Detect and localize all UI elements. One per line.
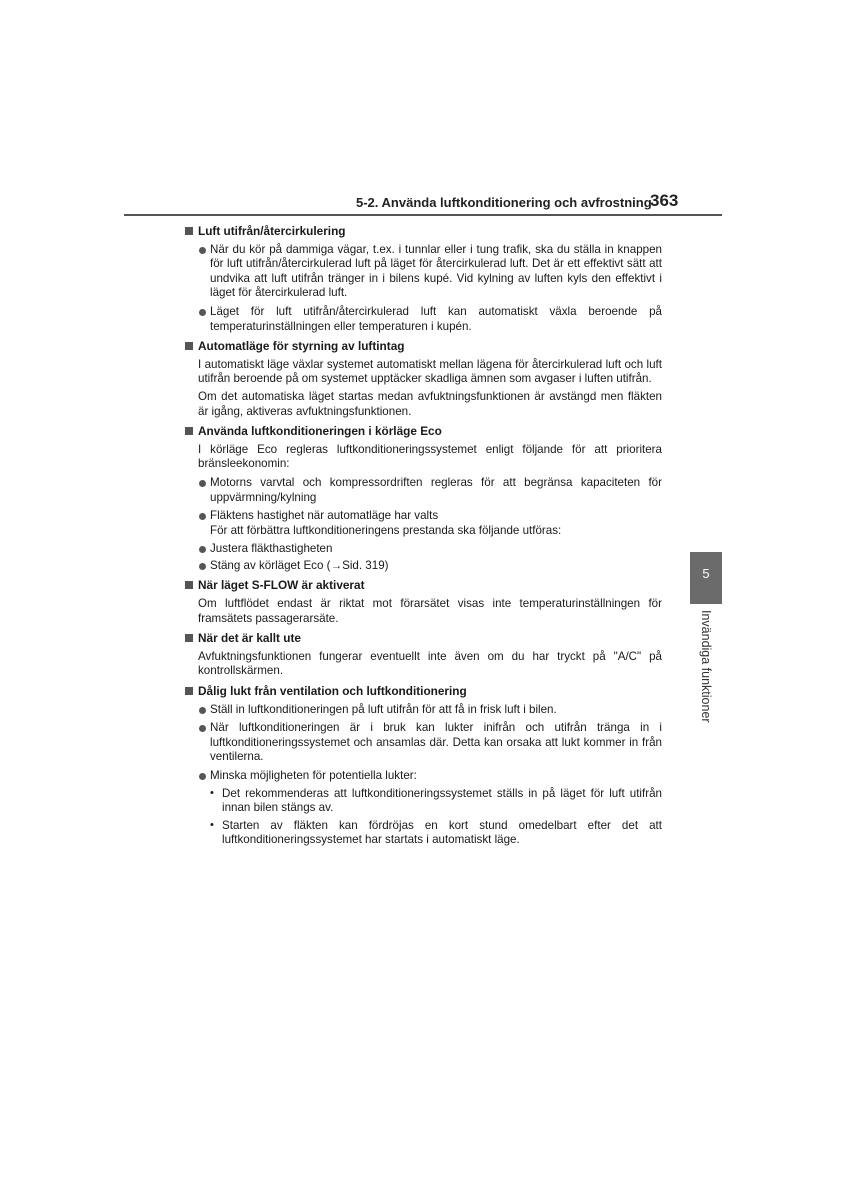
section-heading: När läget S-FLOW är aktiverat	[184, 578, 662, 593]
list-item: Läget för luft utifrån/återcirkulerad luft kan automatiskt växla beroende på temperaturinställningen eller temperaturen i kupén.	[198, 305, 662, 334]
sub-list-item: • Starten av fläkten kan fördröjas en kort stund omedelbart efter det att luftkonditioneringssystemet har startats i automatiskt läge.	[210, 819, 662, 848]
list-item: När luftkonditioneringen är i bruk kan lukter inifrån och utifrån tränga in i luftkonditioneringssystemet och ansamlas där. Detta kan orsaka att lukt kommer in från ventilerna.	[198, 721, 662, 765]
section-heading: När det är kallt ute	[184, 631, 662, 646]
section-heading: Automatläge för styrning av luftintag	[184, 339, 662, 354]
paragraph: I körläge Eco regleras luftkonditioneringssystemet enligt följande för att prioritera bränsleekonomin:	[198, 442, 662, 471]
list-item: Stäng av körläget Eco (→Sid. 319)	[198, 559, 662, 574]
list-item-text: Fläktens hastighet när automatläge har valts	[210, 509, 439, 523]
list-item: Ställ in luftkonditioneringen på luft utifrån för att få in frisk luft i bilen.	[198, 703, 662, 718]
chapter-side-label: Invändiga funktioner	[699, 610, 713, 723]
section-air-recirculation	[184, 224, 662, 334]
chapter-section-title: 5-2. Använda luftkonditionering och avfrostning	[356, 195, 652, 210]
paragraph: Om det automatiska läget startas medan avfuktningsfunktionen är avstängd men fläkten är igång, aktiveras avfuktningsfunktionen.	[198, 389, 662, 418]
list-item: Minska möjligheten för potentiella lukter:	[198, 769, 662, 784]
paragraph: I automatiskt läge växlar systemet automatiskt mellan lägena för återcirkulerad luft och luft utifrån beroende på om systemet upptäcker skadliga ämnen som avgaser i luften utifrån.	[198, 357, 662, 386]
section-eco-mode	[184, 424, 662, 573]
paragraph: Avfuktningsfunktionen fungerar eventuellt inte även om du har tryckt på "A/C" på kontrollskärmen.	[198, 649, 662, 678]
sub-list-item: • Det rekommenderas att luftkonditioneringssystemet ställs in på läget för luft utifrån innan bilen stängs av.	[210, 787, 662, 816]
chapter-tab: 5	[690, 552, 722, 604]
section-cold-weather	[184, 631, 662, 679]
section-bad-odor	[184, 684, 662, 848]
list-item	[198, 509, 662, 538]
section-auto-intake	[184, 339, 662, 419]
section-heading: Luft utifrån/återcirkulering	[184, 224, 662, 239]
paragraph: Om luftflödet endast är riktat mot förarsätet visas inte temperaturinställningen för framsätets passagerarsäte.	[198, 597, 662, 625]
list-item: När du kör på dammiga vägar, t.ex. i tunnlar eller i tung trafik, ska du ställa in knappen för luft utifrån/återcirkulerad luft på läget för återcirkulerad luft. Det är ett effektivt sätt att undvika att luft utifrån tränger in i bilens kupé. Vid kylning av luften kyls den effektivt i läget för återcirkulerad luft.	[198, 243, 662, 301]
header-divider	[124, 214, 722, 216]
section-heading: Använda luftkonditioneringen i körläge Eco	[184, 424, 662, 439]
list-item-subtext: För att förbättra luftkonditioneringens prestanda ska följande utföras:	[210, 523, 562, 537]
page-content	[184, 224, 662, 848]
list-item: Motorns varvtal och kompressordriften regleras för att begränsa kapaciteten för uppvärmning/kylning	[198, 476, 662, 505]
section-s-flow	[184, 578, 662, 626]
list-item: Justera fläkthastigheten	[198, 542, 662, 557]
section-heading: Dålig lukt från ventilation och luftkonditionering	[184, 684, 662, 699]
page-number: 363	[650, 191, 679, 210]
